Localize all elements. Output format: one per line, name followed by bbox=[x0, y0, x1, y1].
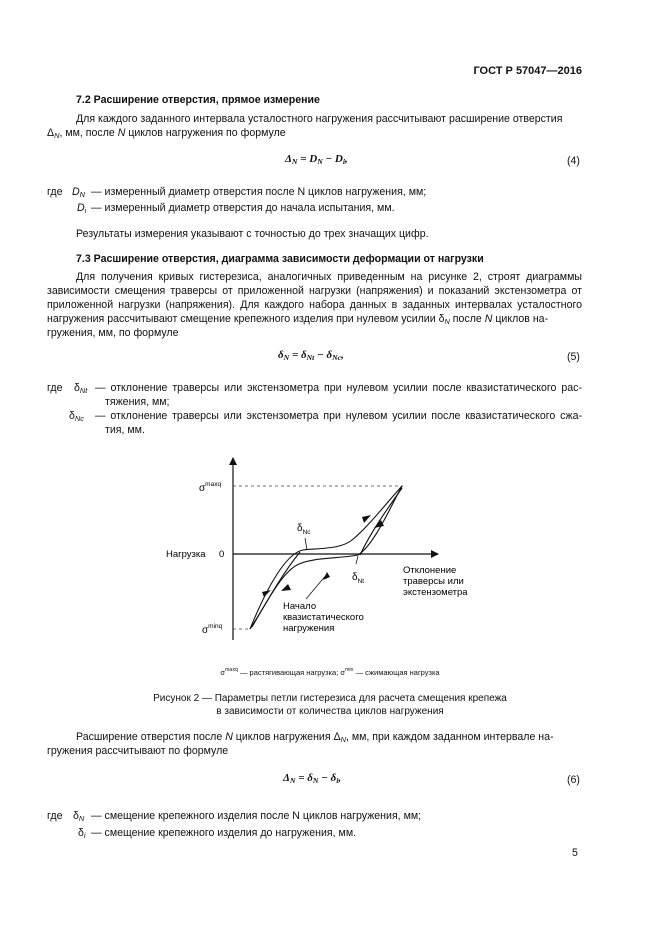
delta-nt-label: $\delta_{Nt}$ bbox=[352, 572, 365, 585]
start-loading-label-3: нагружения bbox=[283, 623, 335, 634]
x-axis-label-2: траверсы или bbox=[403, 576, 464, 587]
equation-number-5: (5) bbox=[567, 351, 580, 363]
s73-line4: нагружения рассчитывают смещение крепежного изделия при нулевом усилии $\delta_N$ после N циклов на- bbox=[47, 313, 549, 326]
s73-line1: Для получения кривых гистерезиса, аналогичных приведенным на рисунке 2, строят диаграммы bbox=[76, 271, 582, 283]
s72-intro-line1: Для каждого заданного интервала усталостного нагружения рассчитывают расширение отверстия bbox=[76, 113, 563, 125]
formula-5: $\delta_N = \delta_{Nt} - \delta_{Nc}$, bbox=[278, 349, 344, 362]
start-loading-leader bbox=[306, 574, 327, 599]
s73-def2-text-a: — отклонение траверсы или экстензометра при нулевом усилии после квазистатического сжа- bbox=[95, 410, 582, 422]
s72-def2-text: — измеренный диаметр отверстия до начала испытания, мм. bbox=[91, 202, 395, 214]
s72-def2-symbol: $D_i$ bbox=[77, 202, 87, 215]
final-line2: гружения рассчитывают по формуле bbox=[47, 745, 229, 757]
arrow-upper-right bbox=[362, 515, 371, 523]
start-loading-label-2: квазистатического bbox=[283, 612, 364, 623]
section-7-3-title: 7.3 Расширение отверстия, диаграмма зависимости деформации от нагрузки bbox=[76, 253, 484, 265]
s73-def1-text-b: тяжения, мм; bbox=[105, 396, 170, 408]
hysteresis-diagram bbox=[140, 450, 480, 650]
s73-def2-text-b: тия, мм. bbox=[105, 424, 145, 436]
s73-def2-symbol: $\delta_{Nc}$ bbox=[69, 410, 84, 423]
page-number: 5 bbox=[572, 847, 578, 859]
figure-legend: $\sigma^{maxq}$ — растягивающая нагрузка; $\sigma^{min}$ — сжимающая нагрузка bbox=[220, 667, 440, 677]
s72-def1-symbol: $D_N$ bbox=[72, 186, 86, 199]
sigma-min-label: $\sigma^{minq}$ bbox=[202, 623, 223, 636]
x-axis-label-3: экстензометра bbox=[403, 587, 468, 598]
standard-number: ГОСТ Р 57047—2016 bbox=[473, 65, 582, 77]
final-line1: Расширение отверстия после N циклов нагружения $\Delta_N$, мм, при каждом заданном интервале на- bbox=[76, 731, 554, 744]
figure-caption: Рисунок 2 — Параметры петли гистерезиса для расчета смещения крепежа в зависимости от количества циклов нагружения bbox=[153, 693, 507, 717]
s73-line5: гружения, мм, по формуле bbox=[47, 327, 179, 339]
final-def2-text: — смещение крепежного изделия до нагружения, мм. bbox=[91, 827, 357, 839]
s73-def1-symbol: $\delta_{Nt}$ bbox=[74, 382, 88, 395]
final-def2-symbol: $\delta_i$ bbox=[78, 827, 86, 840]
final-def1-text: — смещение крепежного изделия после N циклов нагружения, мм; bbox=[91, 810, 422, 822]
arrow-upper-left bbox=[281, 584, 291, 591]
delta-nc-leader bbox=[305, 538, 307, 550]
s72-result: Результаты измерения указывают с точностью до трех значащих цифр. bbox=[76, 228, 429, 240]
equation-number-6: (6) bbox=[567, 774, 580, 786]
sigma-max-label: $\sigma^{maxq}$ bbox=[199, 481, 222, 494]
formula-4: $\Delta_N = D_N - D_i$, bbox=[285, 153, 348, 166]
s72-where: где bbox=[47, 186, 63, 198]
s73-line3: приложенной нагрузки (напряжения). Для каждого набора данных в заданных интервалах усталостного bbox=[47, 299, 582, 311]
s73-def1-text-a: — отклонение траверсы или экстензометра при нулевом усилии после квазистатического рас- bbox=[95, 382, 582, 394]
s72-intro-line2: $\Delta_N$, мм, после N циклов нагружения по формуле bbox=[47, 127, 286, 140]
final-def1-symbol: $\delta_N$ bbox=[73, 810, 85, 823]
s73-line2: зависимости смещения траверсы от приложенной нагрузки (напряжения) и показаний экстензометра от bbox=[47, 285, 582, 297]
formula-6: $\Delta_N = \delta_N - \delta_i$, bbox=[283, 772, 342, 785]
equation-number-4: (4) bbox=[567, 155, 580, 167]
origin-label: 0 bbox=[219, 549, 225, 560]
hysteresis-loop-lower bbox=[250, 486, 402, 629]
delta-nc-label: $\delta_{Nc}$ bbox=[297, 523, 311, 536]
load-axis-label: Нагрузка bbox=[166, 549, 206, 560]
final-where: где bbox=[47, 810, 63, 822]
s72-def1-text: — измеренный диаметр отверстия после N циклов нагружения, мм; bbox=[91, 186, 427, 198]
delta-nt-leader bbox=[356, 556, 358, 564]
x-axis-label-1: Отклонение bbox=[403, 565, 457, 576]
start-loading-label-1: Начало bbox=[283, 601, 317, 612]
start-loading-arrowhead bbox=[323, 572, 330, 580]
hysteresis-loop-upper bbox=[250, 486, 402, 629]
s73-where: где bbox=[47, 382, 63, 394]
section-7-2-title: 7.2 Расширение отверстия, прямое измерение bbox=[76, 94, 320, 106]
